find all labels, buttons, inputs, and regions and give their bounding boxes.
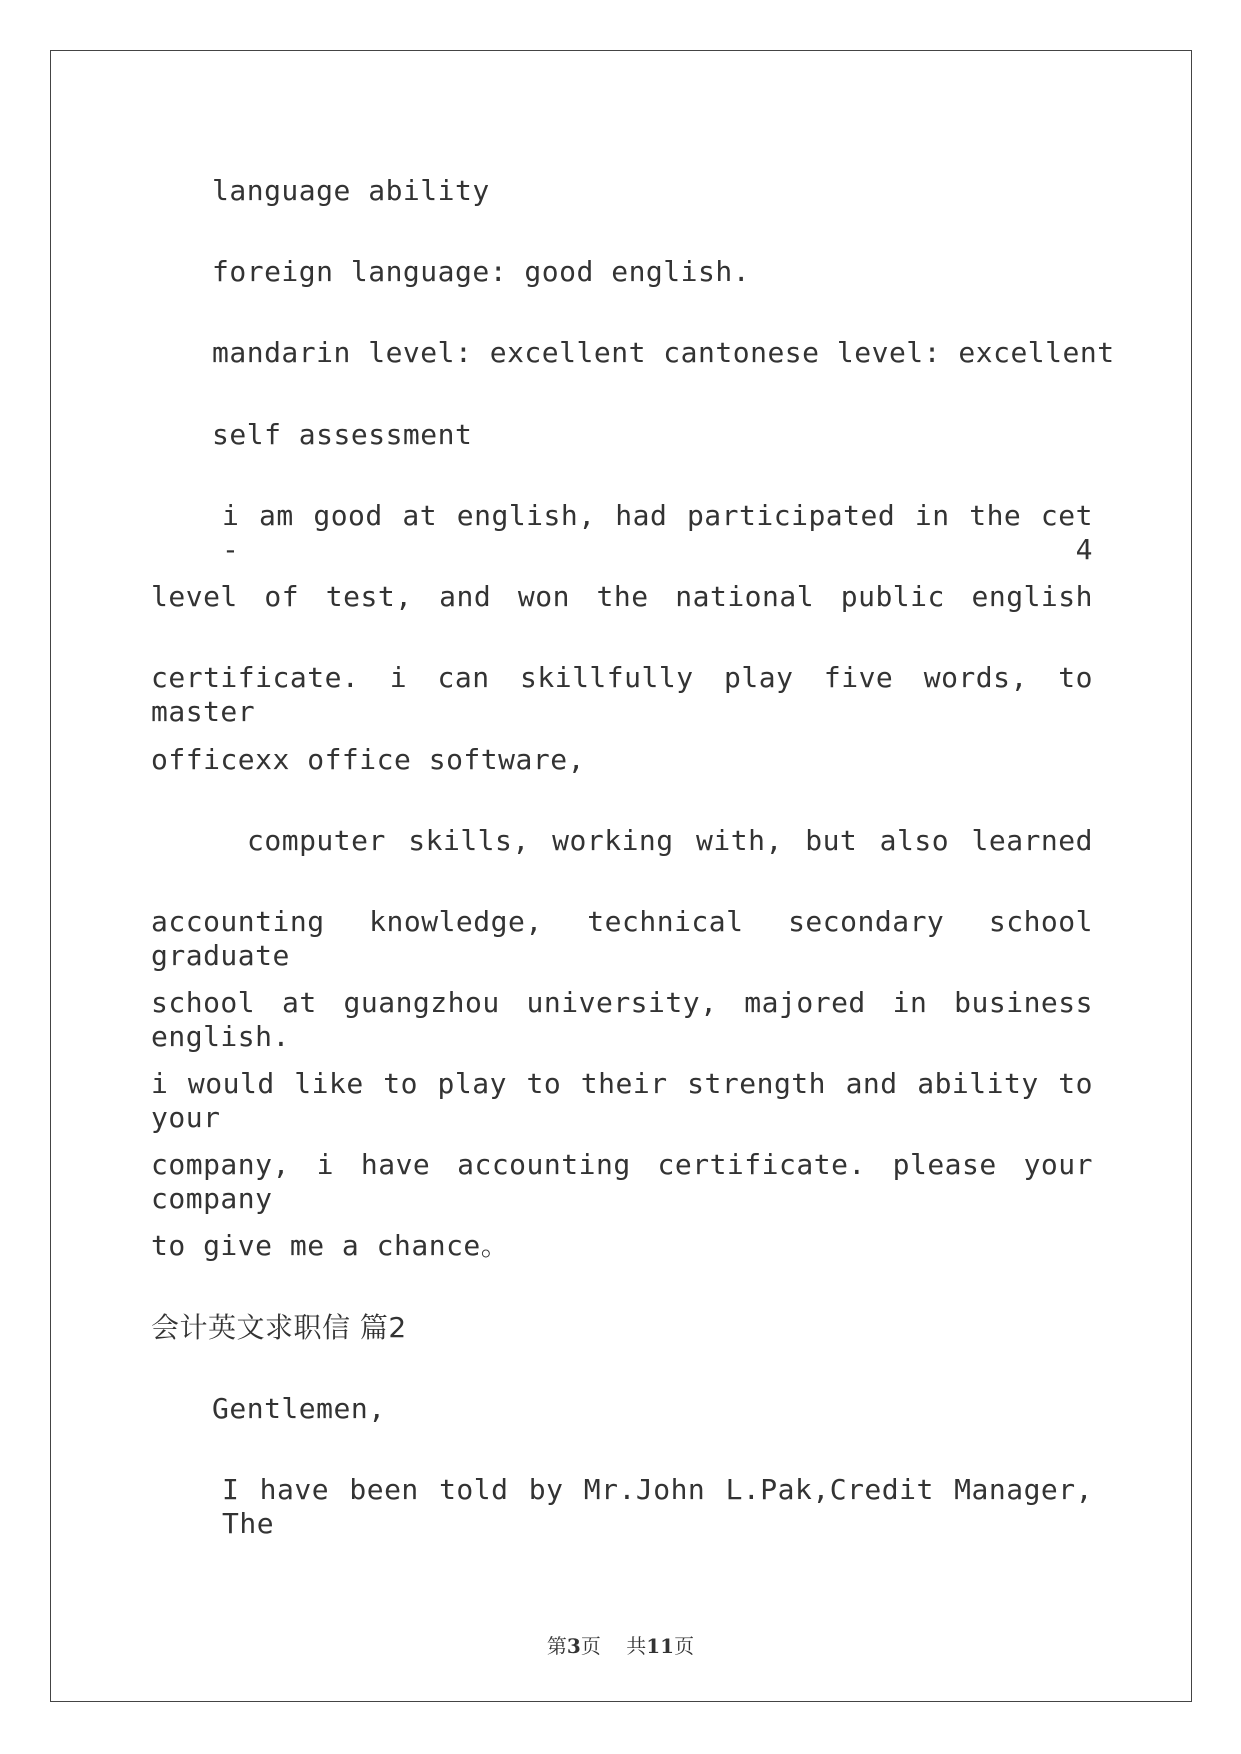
text-line: foreign language: good english. <box>212 255 751 288</box>
text-line: I have been told by Mr.John L.Pak,Credit Manager, The <box>222 1473 1093 1540</box>
text-line: company, i have accounting certificate. please your company <box>151 1148 1093 1215</box>
text-line: certificate. i can skillfully play five words, to master <box>151 661 1093 728</box>
footer-prefix: 第 <box>546 1634 567 1658</box>
text-line: i am good at english, had participated in the cet - 4 <box>222 499 1093 566</box>
salutation: Gentlemen, <box>212 1392 386 1425</box>
page-footer <box>0 1630 1241 1659</box>
current-page-number: 3 <box>566 1634 581 1658</box>
text-line: self assessment <box>212 418 473 451</box>
text-line: i would like to play to their strength and ability to your <box>151 1067 1093 1134</box>
page-border <box>50 50 1192 1702</box>
text-line: to give me a chance。 <box>151 1229 510 1262</box>
text-line: school at guangzhou university, majored in business english. <box>151 986 1093 1053</box>
text-line: level of test, and won the national public english <box>151 580 1093 613</box>
footer-page-suffix: 页 <box>580 1634 601 1658</box>
footer-total-prefix: 共 <box>626 1634 647 1658</box>
total-pages-number: 11 <box>646 1634 675 1658</box>
text-line: accounting knowledge, technical secondary school graduate <box>151 905 1093 972</box>
text-line: officexx office software, <box>151 743 585 776</box>
text-line: computer skills, working with, but also learned <box>247 824 1093 857</box>
footer-total-suffix: 页 <box>674 1634 695 1658</box>
text-line: language ability <box>212 174 490 207</box>
section-heading: 会计英文求职信 篇2 <box>151 1311 407 1344</box>
text-line: mandarin level: excellent cantonese level: excellent <box>212 336 1115 369</box>
